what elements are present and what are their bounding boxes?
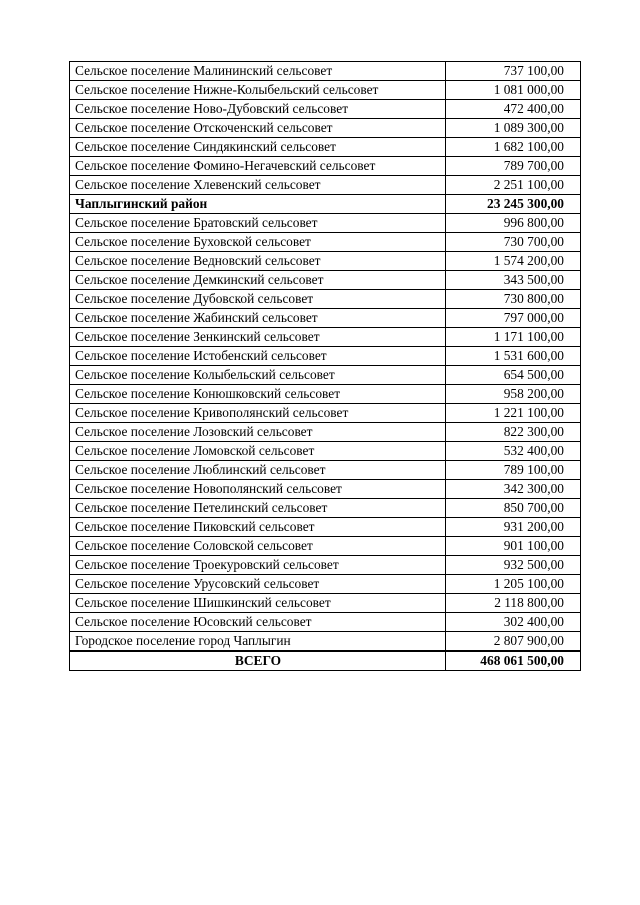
- settlement-name: Сельское поселение Соловской сельсовет: [70, 537, 446, 556]
- settlement-amount: 730 800,00: [446, 290, 581, 309]
- table-row: [70, 81, 581, 100]
- table-row: [70, 62, 581, 81]
- table-row: [70, 518, 581, 537]
- settlement-name: Сельское поселение Шишкинский сельсовет: [70, 594, 446, 613]
- settlement-name: Сельское поселение Люблинский сельсовет: [70, 461, 446, 480]
- settlement-amount: 932 500,00: [446, 556, 581, 575]
- settlement-amount: 302 400,00: [446, 613, 581, 632]
- settlement-name: Сельское поселение Кривополянский сельсовет: [70, 404, 446, 423]
- settlement-name: Сельское поселение Отскоченский сельсовет: [70, 119, 446, 138]
- settlement-amount: 1 089 300,00: [446, 119, 581, 138]
- settlement-name: Чаплыгинский район: [70, 195, 446, 214]
- settlement-name: Сельское поселение Ново-Дубовский сельсовет: [70, 100, 446, 119]
- settlement-amount: 996 800,00: [446, 214, 581, 233]
- table-row: [70, 442, 581, 461]
- table-row: [70, 214, 581, 233]
- settlement-amount: 654 500,00: [446, 366, 581, 385]
- settlement-amount: 1 531 600,00: [446, 347, 581, 366]
- settlement-name: Сельское поселение Истобенский сельсовет: [70, 347, 446, 366]
- settlement-name: Сельское поселение Петелинский сельсовет: [70, 499, 446, 518]
- settlement-name: Сельское поселение Хлевенский сельсовет: [70, 176, 446, 195]
- settlement-name: Городское поселение город Чаплыгин: [70, 632, 446, 652]
- settlement-amount: 1 682 100,00: [446, 138, 581, 157]
- settlement-amount: 797 000,00: [446, 309, 581, 328]
- table-row: [70, 480, 581, 499]
- settlement-amount: 2 118 800,00: [446, 594, 581, 613]
- table-row: [70, 328, 581, 347]
- settlement-amount: 532 400,00: [446, 442, 581, 461]
- table-row: [70, 499, 581, 518]
- table-row: [70, 233, 581, 252]
- settlement-amount: 958 200,00: [446, 385, 581, 404]
- document-page: [69, 61, 580, 671]
- table-row: [70, 632, 581, 652]
- settlement-amount: 1 081 000,00: [446, 81, 581, 100]
- settlement-amount: 931 200,00: [446, 518, 581, 537]
- settlement-name: Сельское поселение Ломовской сельсовет: [70, 442, 446, 461]
- table-row: [70, 366, 581, 385]
- settlement-amount: 789 100,00: [446, 461, 581, 480]
- table-row: [70, 461, 581, 480]
- settlement-name: Сельское поселение Буховской сельсовет: [70, 233, 446, 252]
- settlement-amount: 23 245 300,00: [446, 195, 581, 214]
- table-row: [70, 290, 581, 309]
- table-row: [70, 404, 581, 423]
- table-row: [70, 594, 581, 613]
- table-row: [70, 157, 581, 176]
- allocation-table: [69, 61, 581, 671]
- settlement-amount: 1 221 100,00: [446, 404, 581, 423]
- total-row: [70, 651, 581, 671]
- settlement-name: Сельское поселение Братовский сельсовет: [70, 214, 446, 233]
- table-row: [70, 119, 581, 138]
- settlement-name: Сельское поселение Колыбельский сельсовет: [70, 366, 446, 385]
- settlement-amount: 1 574 200,00: [446, 252, 581, 271]
- settlement-name: Сельское поселение Дубовской сельсовет: [70, 290, 446, 309]
- settlement-amount: 2 251 100,00: [446, 176, 581, 195]
- table-row: [70, 556, 581, 575]
- table-row: [70, 138, 581, 157]
- settlement-name: Сельское поселение Лозовский сельсовет: [70, 423, 446, 442]
- settlement-name: Сельское поселение Фомино-Негачевский сельсовет: [70, 157, 446, 176]
- settlement-amount: 850 700,00: [446, 499, 581, 518]
- table-row: [70, 613, 581, 632]
- allocation-table-footer: [70, 651, 581, 671]
- settlement-name: Сельское поселение Ведновский сельсовет: [70, 252, 446, 271]
- settlement-amount: 789 700,00: [446, 157, 581, 176]
- settlement-amount: 730 700,00: [446, 233, 581, 252]
- total-label: ВСЕГО: [70, 651, 446, 671]
- settlement-name: Сельское поселение Урусовский сельсовет: [70, 575, 446, 594]
- settlement-amount: 342 300,00: [446, 480, 581, 499]
- settlement-name: Сельское поселение Троекуровский сельсовет: [70, 556, 446, 575]
- settlement-name: Сельское поселение Юсовский сельсовет: [70, 613, 446, 632]
- allocation-table-body: [70, 62, 581, 652]
- table-row: [70, 385, 581, 404]
- settlement-amount: 1 171 100,00: [446, 328, 581, 347]
- settlement-amount: 901 100,00: [446, 537, 581, 556]
- total-amount: 468 061 500,00: [446, 651, 581, 671]
- table-row: [70, 271, 581, 290]
- settlement-name: Сельское поселение Конюшковский сельсовет: [70, 385, 446, 404]
- district-subtotal-row: [70, 195, 581, 214]
- settlement-name: Сельское поселение Нижне-Колыбельский сельсовет: [70, 81, 446, 100]
- settlement-amount: 737 100,00: [446, 62, 581, 81]
- settlement-amount: 822 300,00: [446, 423, 581, 442]
- table-row: [70, 252, 581, 271]
- settlement-name: Сельское поселение Синдякинский сельсовет: [70, 138, 446, 157]
- table-row: [70, 176, 581, 195]
- settlement-amount: 2 807 900,00: [446, 632, 581, 652]
- settlement-name: Сельское поселение Пиковский сельсовет: [70, 518, 446, 537]
- settlement-name: Сельское поселение Демкинский сельсовет: [70, 271, 446, 290]
- settlement-name: Сельское поселение Малининский сельсовет: [70, 62, 446, 81]
- settlement-name: Сельское поселение Новополянский сельсовет: [70, 480, 446, 499]
- settlement-name: Сельское поселение Зенкинский сельсовет: [70, 328, 446, 347]
- settlement-amount: 1 205 100,00: [446, 575, 581, 594]
- table-row: [70, 347, 581, 366]
- table-row: [70, 537, 581, 556]
- table-row: [70, 309, 581, 328]
- settlement-name: Сельское поселение Жабинский сельсовет: [70, 309, 446, 328]
- settlement-amount: 343 500,00: [446, 271, 581, 290]
- table-row: [70, 423, 581, 442]
- table-row: [70, 575, 581, 594]
- table-row: [70, 100, 581, 119]
- settlement-amount: 472 400,00: [446, 100, 581, 119]
